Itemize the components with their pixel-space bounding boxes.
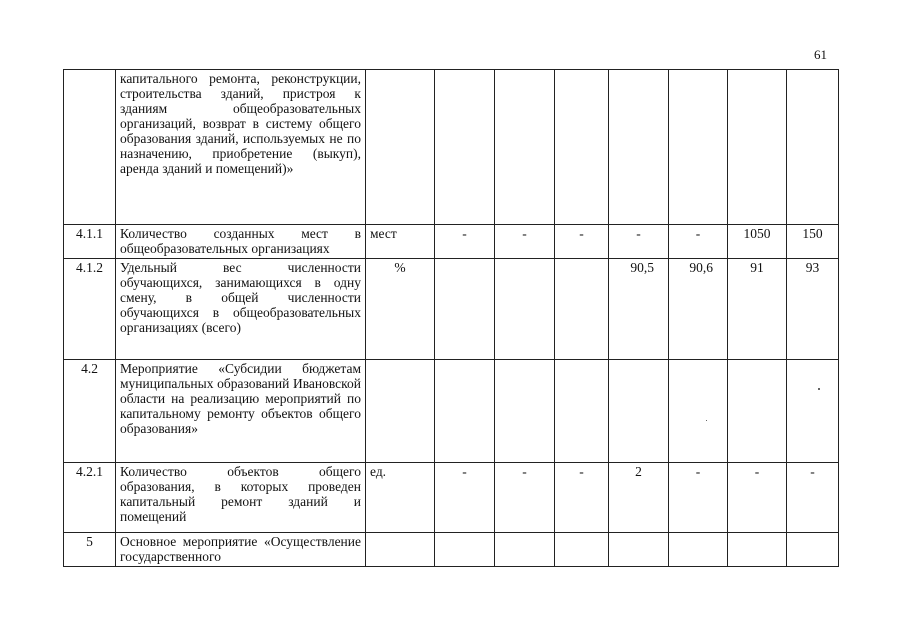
value-cell: - (728, 463, 787, 533)
value-cell: - (495, 225, 555, 259)
value-cell (495, 259, 555, 360)
value-cell: 91 (728, 259, 787, 360)
table-row (64, 360, 839, 463)
value-cell: - (609, 225, 669, 259)
row-description: Основное мероприятие «Осуществление государственного (116, 533, 366, 567)
row-description: капитального ремонта, реконструкции, строительства зданий, пристроя к зданиям общеобразовательных организаций, возврат в систему общего образования зданий, используемых не по назначению, приобретение (выкуп), аренда зданий и помещений)» (116, 70, 366, 225)
value-cell (728, 533, 787, 567)
table-row (64, 533, 839, 567)
page-number: 61 (814, 47, 827, 62)
row-unit (366, 70, 435, 225)
indicators-table (63, 69, 839, 567)
value-cell (669, 70, 728, 225)
table-row (64, 259, 839, 360)
value-cell (495, 533, 555, 567)
row-description: Количество объектов общего образования, в которых проведен капитальный ремонт зданий и помещений (116, 463, 366, 533)
value-cell: 93 (787, 259, 839, 360)
value-cell: - (555, 463, 609, 533)
value-cell: - (495, 463, 555, 533)
row-number (64, 70, 116, 225)
row-description: Количество созданных мест в общеобразовательных организациях (116, 225, 366, 259)
value-cell: - (669, 463, 728, 533)
row-number: 5 (64, 533, 116, 567)
row-number: 4.1.2 (64, 259, 116, 360)
value-cell (435, 360, 495, 463)
value-cell (669, 533, 728, 567)
row-unit: мест (366, 225, 435, 259)
value-cell: 90,5 (609, 259, 669, 360)
value-cell (728, 70, 787, 225)
table-row (64, 225, 839, 259)
scan-speck (818, 388, 820, 390)
value-cell (555, 533, 609, 567)
value-cell (609, 533, 669, 567)
table-row (64, 463, 839, 533)
value-cell: 2 (609, 463, 669, 533)
value-cell (495, 360, 555, 463)
row-unit (366, 533, 435, 567)
value-cell: - (787, 463, 839, 533)
value-cell (435, 259, 495, 360)
value-cell (495, 70, 555, 225)
scan-speck (706, 420, 707, 421)
value-cell: - (435, 463, 495, 533)
value-cell: - (435, 225, 495, 259)
value-cell (555, 259, 609, 360)
row-description: Удельный вес численности обучающихся, занимающихся в одну смену, в общей численности обучающихся в общеобразовательных организациях (всего) (116, 259, 366, 360)
value-cell (435, 533, 495, 567)
value-cell (555, 360, 609, 463)
table-row (64, 70, 839, 225)
value-cell: - (555, 225, 609, 259)
row-number: 4.2.1 (64, 463, 116, 533)
row-number: 4.1.1 (64, 225, 116, 259)
value-cell (609, 70, 669, 225)
value-cell (609, 360, 669, 463)
value-cell (669, 360, 728, 463)
value-cell: - (669, 225, 728, 259)
row-description: Мероприятие «Субсидии бюджетам муниципальных образований Ивановской области на реализацию мероприятий по капитальному ремонту объектов общего образования» (116, 360, 366, 463)
value-cell: 1050 (728, 225, 787, 259)
value-cell: 150 (787, 225, 839, 259)
row-number: 4.2 (64, 360, 116, 463)
value-cell (787, 70, 839, 225)
value-cell: 90,6 (669, 259, 728, 360)
value-cell (787, 360, 839, 463)
value-cell (435, 70, 495, 225)
row-unit: ед. (366, 463, 435, 533)
row-unit (366, 360, 435, 463)
value-cell (728, 360, 787, 463)
value-cell (555, 70, 609, 225)
value-cell (787, 533, 839, 567)
row-unit: % (366, 259, 435, 360)
